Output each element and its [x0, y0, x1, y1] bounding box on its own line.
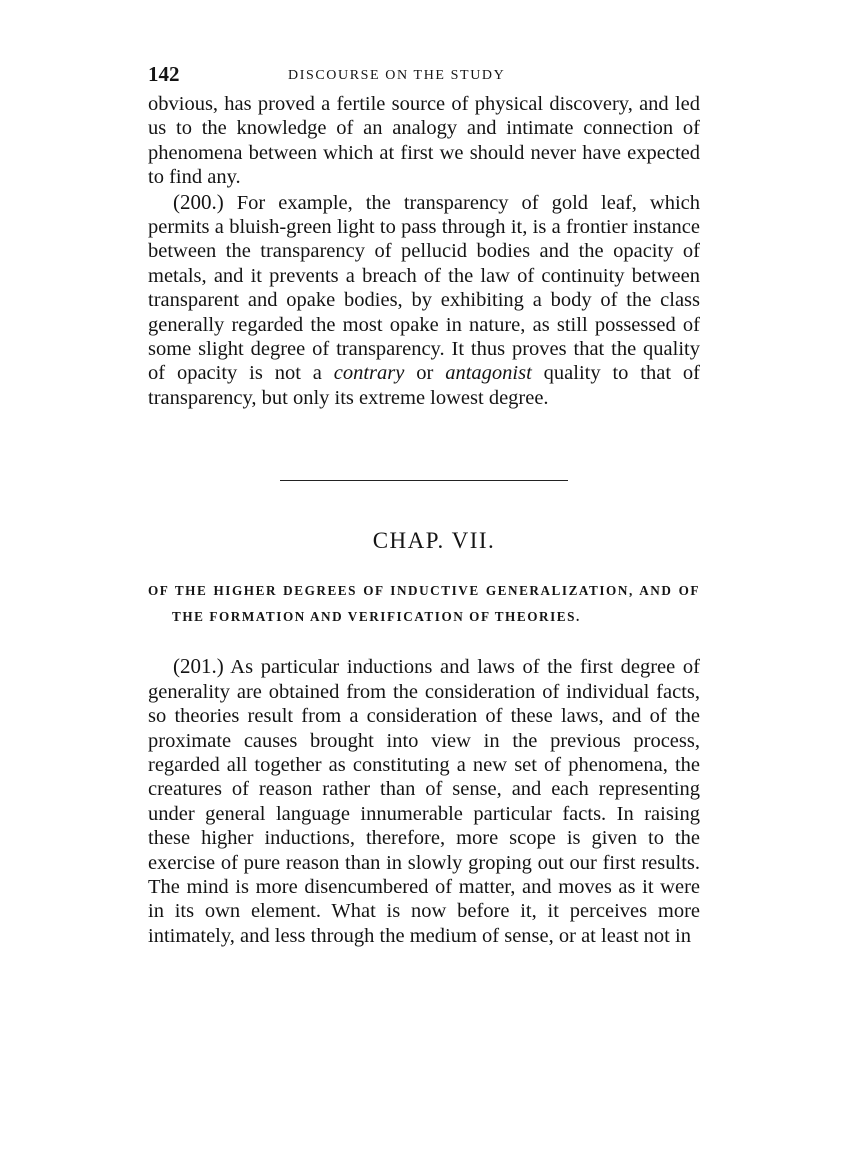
italic-term: antagonist: [445, 362, 532, 385]
body-text-2: [148, 654, 700, 948]
paragraph-200: [148, 190, 700, 411]
divider-wrap: [148, 410, 700, 490]
chapter-heading: CHAP. VII.: [372, 528, 496, 554]
page-header: [148, 62, 700, 92]
paragraph-text: As particular inductions and laws of the first degree of generality are obtained from the consideration of individual facts, so theories result from a consideration of these laws, and of the proximate causes brought into view in the previous process, regarded all together as constituting a new set of phenomena, the creatures of reason rather than of sense, and each representing under general language innumerable particular facts. In raising these higher inductions, therefore, more scope is given to the exercise of pure reason than in slowly groping out our first results. The mind is more disencumbered of matter, and moves as it were in its own element. What is now before it, it perceives more intimately, and less through the medium of sense, or at least not in: [148, 656, 700, 947]
paragraph-text: For example, the transparency of gold leaf, which permits a bluish-green light to pass through it, is a frontier instance between the transparency of pellucid bodies and the opacity of metals, and it prevents a breach of the law of continuity between transparent and opake bodies, by exhibiting a body of the class generally regarded the most opake in nature, as still possessed of some slight degree of transparency. It thus proves that the quality of opacity is not a: [148, 191, 700, 385]
body-text: [148, 92, 700, 410]
section-divider: [280, 480, 568, 481]
running-head: DISCOURSE ON THE STUDY: [288, 68, 506, 83]
paragraph-text: or: [404, 362, 446, 385]
italic-term: contrary: [333, 362, 405, 385]
paragraph-201: [148, 654, 700, 948]
section-number: (200.): [173, 189, 224, 214]
book-page: [148, 62, 700, 948]
paragraph-text: quality to that of transparency, but only its extreme lowest degree.: [148, 362, 701, 409]
section-number: (201.): [173, 654, 224, 679]
page-number: 142: [148, 62, 180, 86]
chapter-subtitle: OF THE HIGHER DEGREES OF INDUCTIVE GENERALIZATION, AND OF THE FORMATION AND VERIFICATION OF THEORIES.: [148, 583, 700, 625]
continued-paragraph: obvious, has proved a fertile source of physical discovery, and led us to the knowledge of an analogy and intimate connection of phenomena between which at first we should never have expected to find any.: [148, 93, 700, 189]
